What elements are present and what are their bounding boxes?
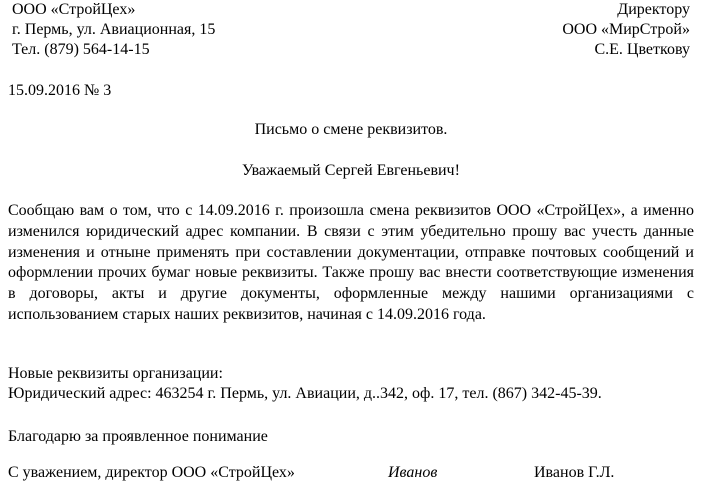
- recipient-position: Директору: [617, 1, 690, 18]
- letter-subject: Письмо о смене реквизитов.: [254, 121, 448, 138]
- new-details-heading: Новые реквизиты организации:: [8, 365, 223, 382]
- sender-org: ООО «СтройЦех»: [12, 1, 136, 18]
- thanks-line: Благодарю за проявленное понимание: [8, 428, 268, 445]
- new-legal-address: Юридический адрес: 463254 г. Пермь, ул. Авиации, д..342, оф. 17, тел. (867) 342-45-39.: [8, 385, 602, 402]
- recipient-org: ООО «МирСтрой»: [562, 21, 690, 38]
- handwritten-signature: Иванов: [388, 464, 438, 481]
- sender-address: г. Пермь, ул. Авиационная, 15: [12, 21, 216, 38]
- letter-body: Сообщаю вам о том, что с 14.09.2016 г. произошла смена реквизитов ООО «СтройЦех», а именно изменился юридический адрес компании. В связи с этим убедительно прошу вас учесть данные изменения и отныне применять при составлении документации, отправке почтовых сообщений и оформлении прочих бумаг новые реквизиты. Также прошу вас внести соответствующие изменения в договоры, акты и другие документы, оформленные между нашими организациями с использованием старых наших реквизитов, начиная с 14.09.2016 года.: [8, 202, 694, 323]
- sender-phone: Тел. (879) 564-14-15: [12, 41, 150, 58]
- date-number: 15.09.2016 № 3: [8, 82, 112, 99]
- letter-greeting: Уважаемый Сергей Евгеньевич!: [242, 162, 460, 179]
- signatory-name: Иванов Г.Л.: [534, 464, 615, 481]
- recipient-name: С.Е. Цветкову: [594, 41, 690, 58]
- signature-closing: С уважением, директор ООО «СтройЦех»: [8, 464, 295, 481]
